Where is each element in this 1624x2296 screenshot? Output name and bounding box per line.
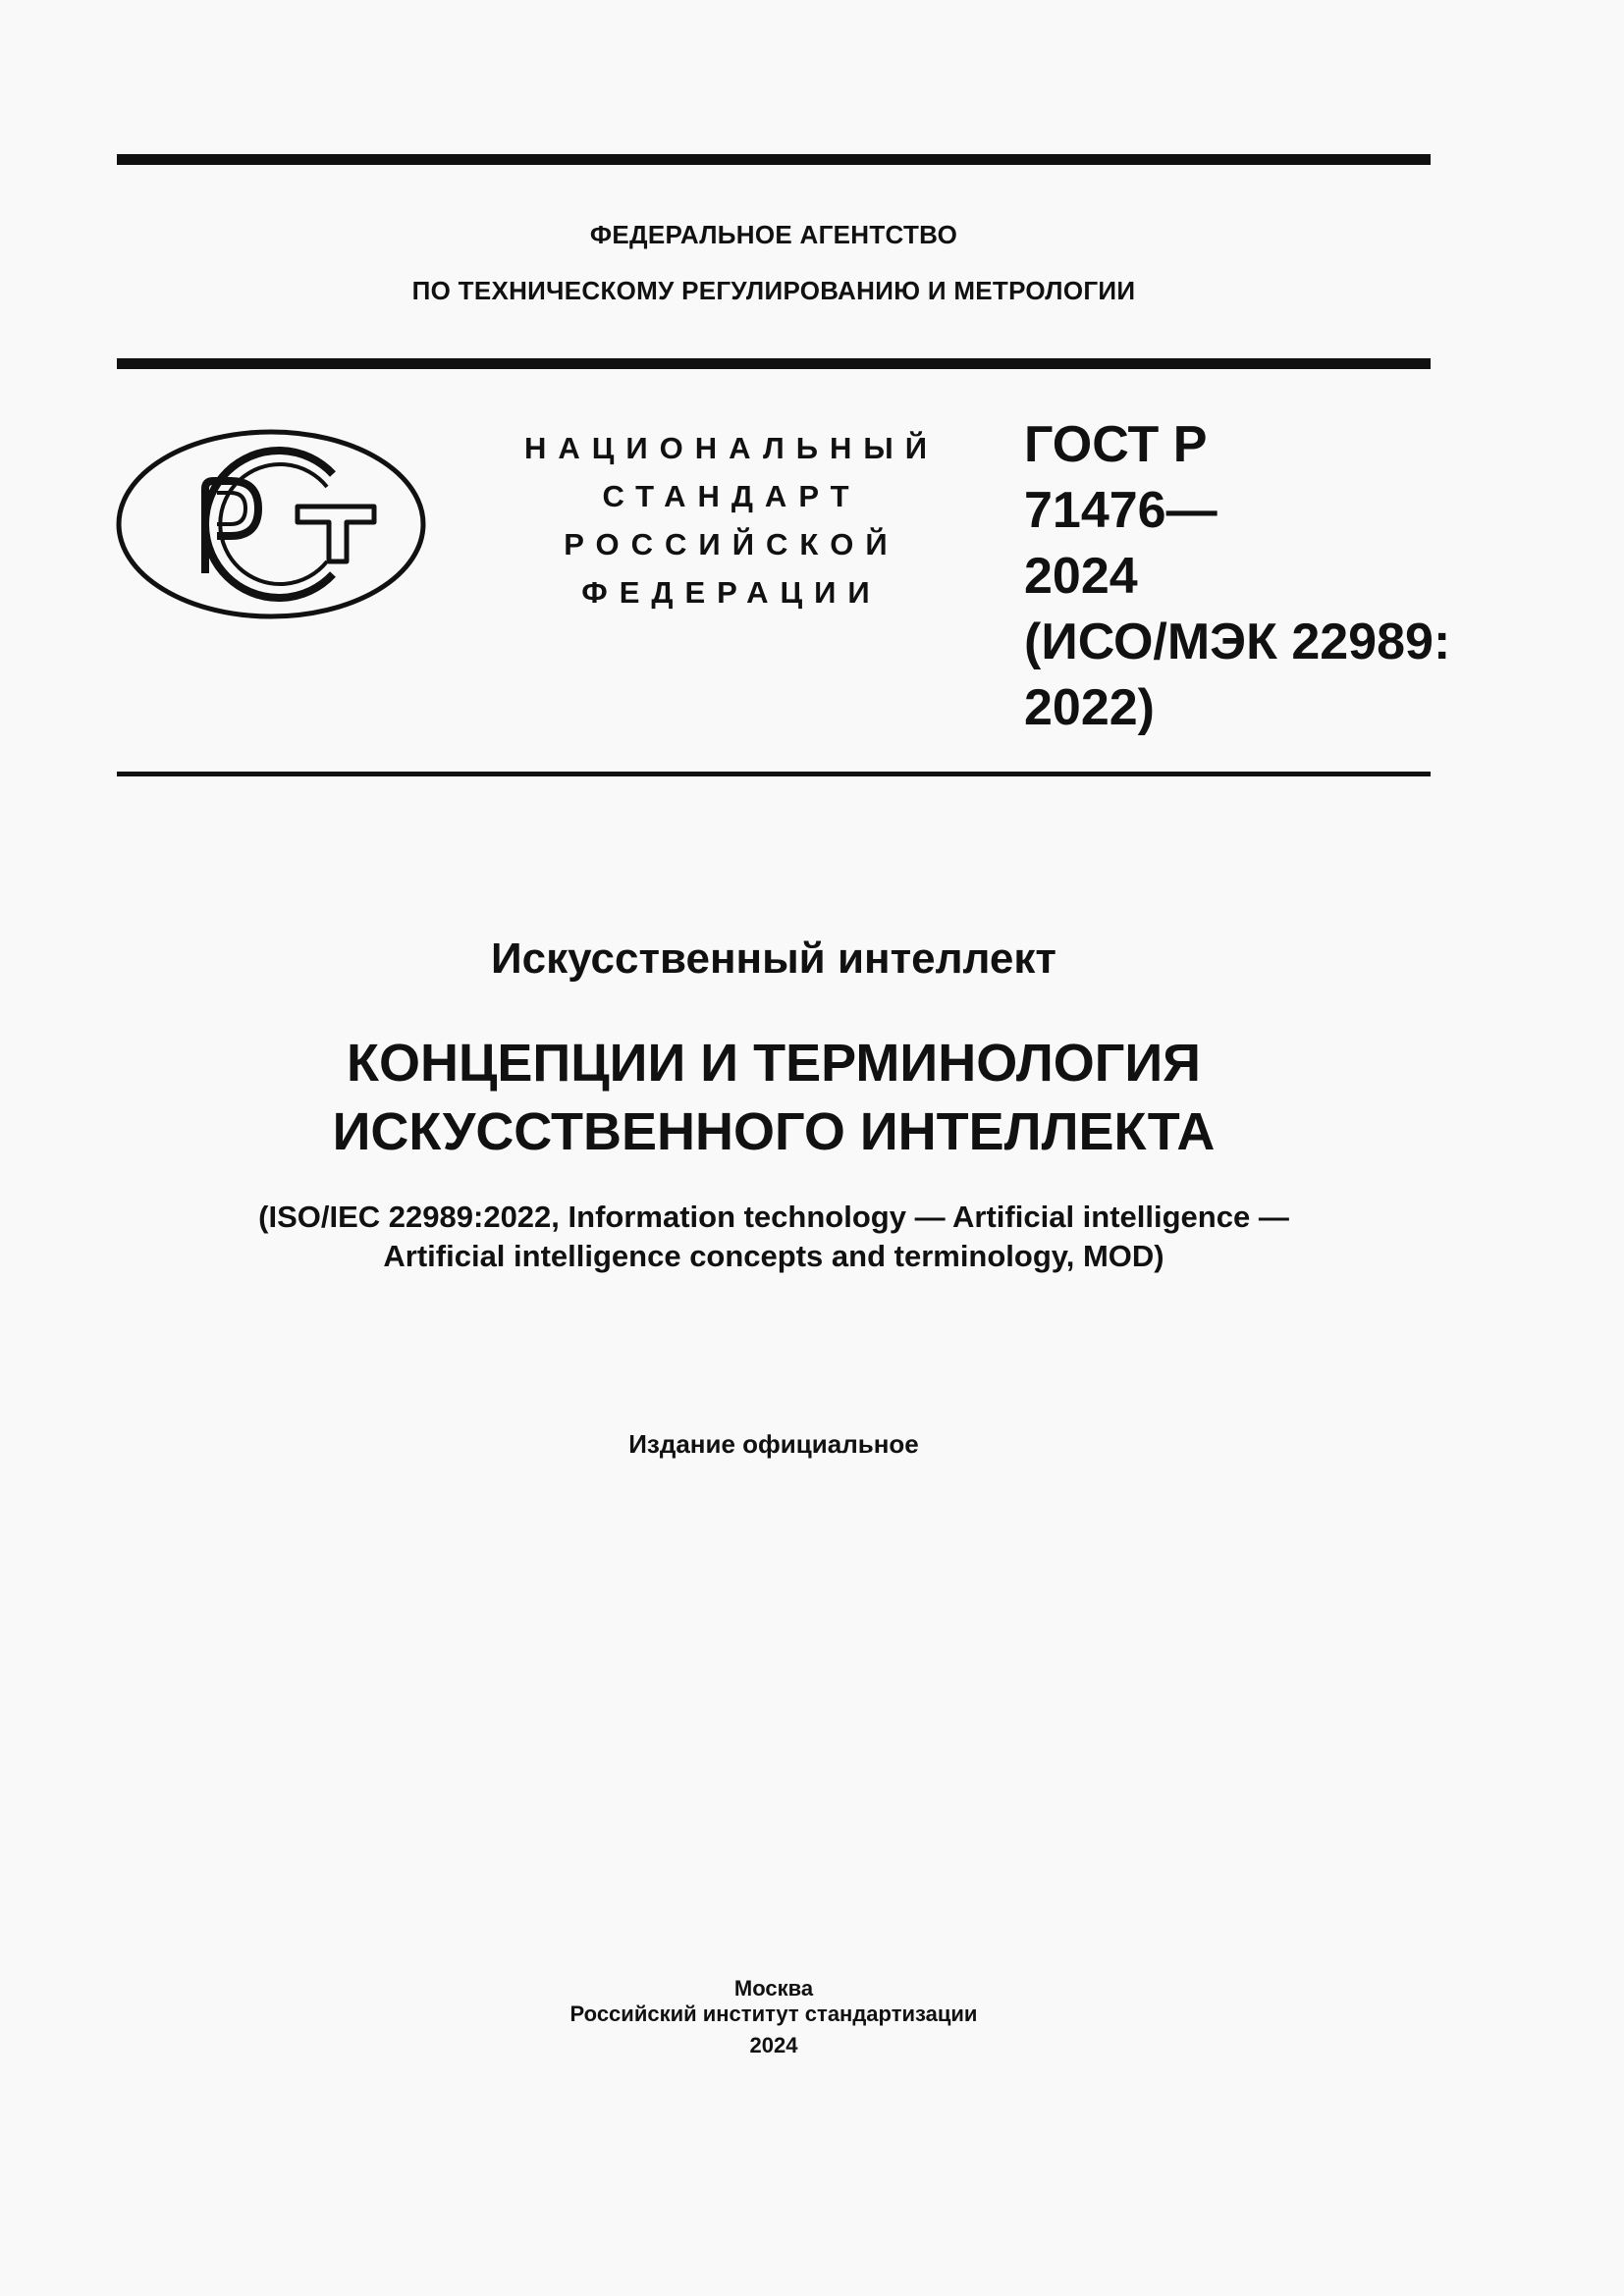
edition-label: Издание официальное: [628, 1429, 919, 1459]
main-title-line-1: КОНЦЕПЦИИ И ТЕРМИНОЛОГИЯ: [346, 1034, 1201, 1093]
designation-line: (ИСО/МЭК 22989:: [1024, 614, 1451, 670]
standard-designation: [1024, 412, 1451, 741]
designation-line: 2022): [1024, 679, 1155, 736]
rst-certification-mark-icon: [115, 428, 427, 620]
imprint-year: 2024: [749, 2033, 798, 2057]
standard-type-block: [511, 424, 952, 616]
standard-type-line: РОССИЙСКОЙ: [564, 527, 899, 561]
bottom-rule: [117, 772, 1431, 776]
subject-title: Искусственный интеллект: [491, 934, 1056, 983]
iso-reference-line-2: Artificial intelligence concepts and terminology, MOD): [383, 1239, 1164, 1273]
agency-name-line-2: ПО ТЕХНИЧЕСКОМУ РЕГУЛИРОВАНИЮ И МЕТРОЛОГИИ: [411, 276, 1136, 305]
designation-line: ГОСТ Р: [1024, 416, 1208, 473]
imprint-publisher: Российский институт стандартизации: [569, 2002, 978, 2026]
main-title-line-2: ИСКУССТВЕННОГО ИНТЕЛЛЕКТА: [332, 1102, 1216, 1161]
standard-type-line: НАЦИОНАЛЬНЫЙ: [523, 431, 940, 465]
imprint-city: Москва: [733, 1976, 814, 2001]
middle-rule: [117, 358, 1431, 369]
standard-type-line: СТАНДАРТ: [602, 479, 861, 513]
standard-type-line: ФЕДЕРАЦИИ: [581, 575, 882, 610]
iso-reference-line-1: (ISO/IEC 22989:2022, Information technology — Artificial intelligence —: [258, 1200, 1289, 1234]
designation-line: 71476—: [1024, 482, 1218, 539]
top-rule: [117, 154, 1431, 165]
designation-line: 2024: [1024, 548, 1138, 605]
agency-name-line-1: ФЕДЕРАЛЬНОЕ АГЕНТСТВО: [589, 220, 958, 249]
